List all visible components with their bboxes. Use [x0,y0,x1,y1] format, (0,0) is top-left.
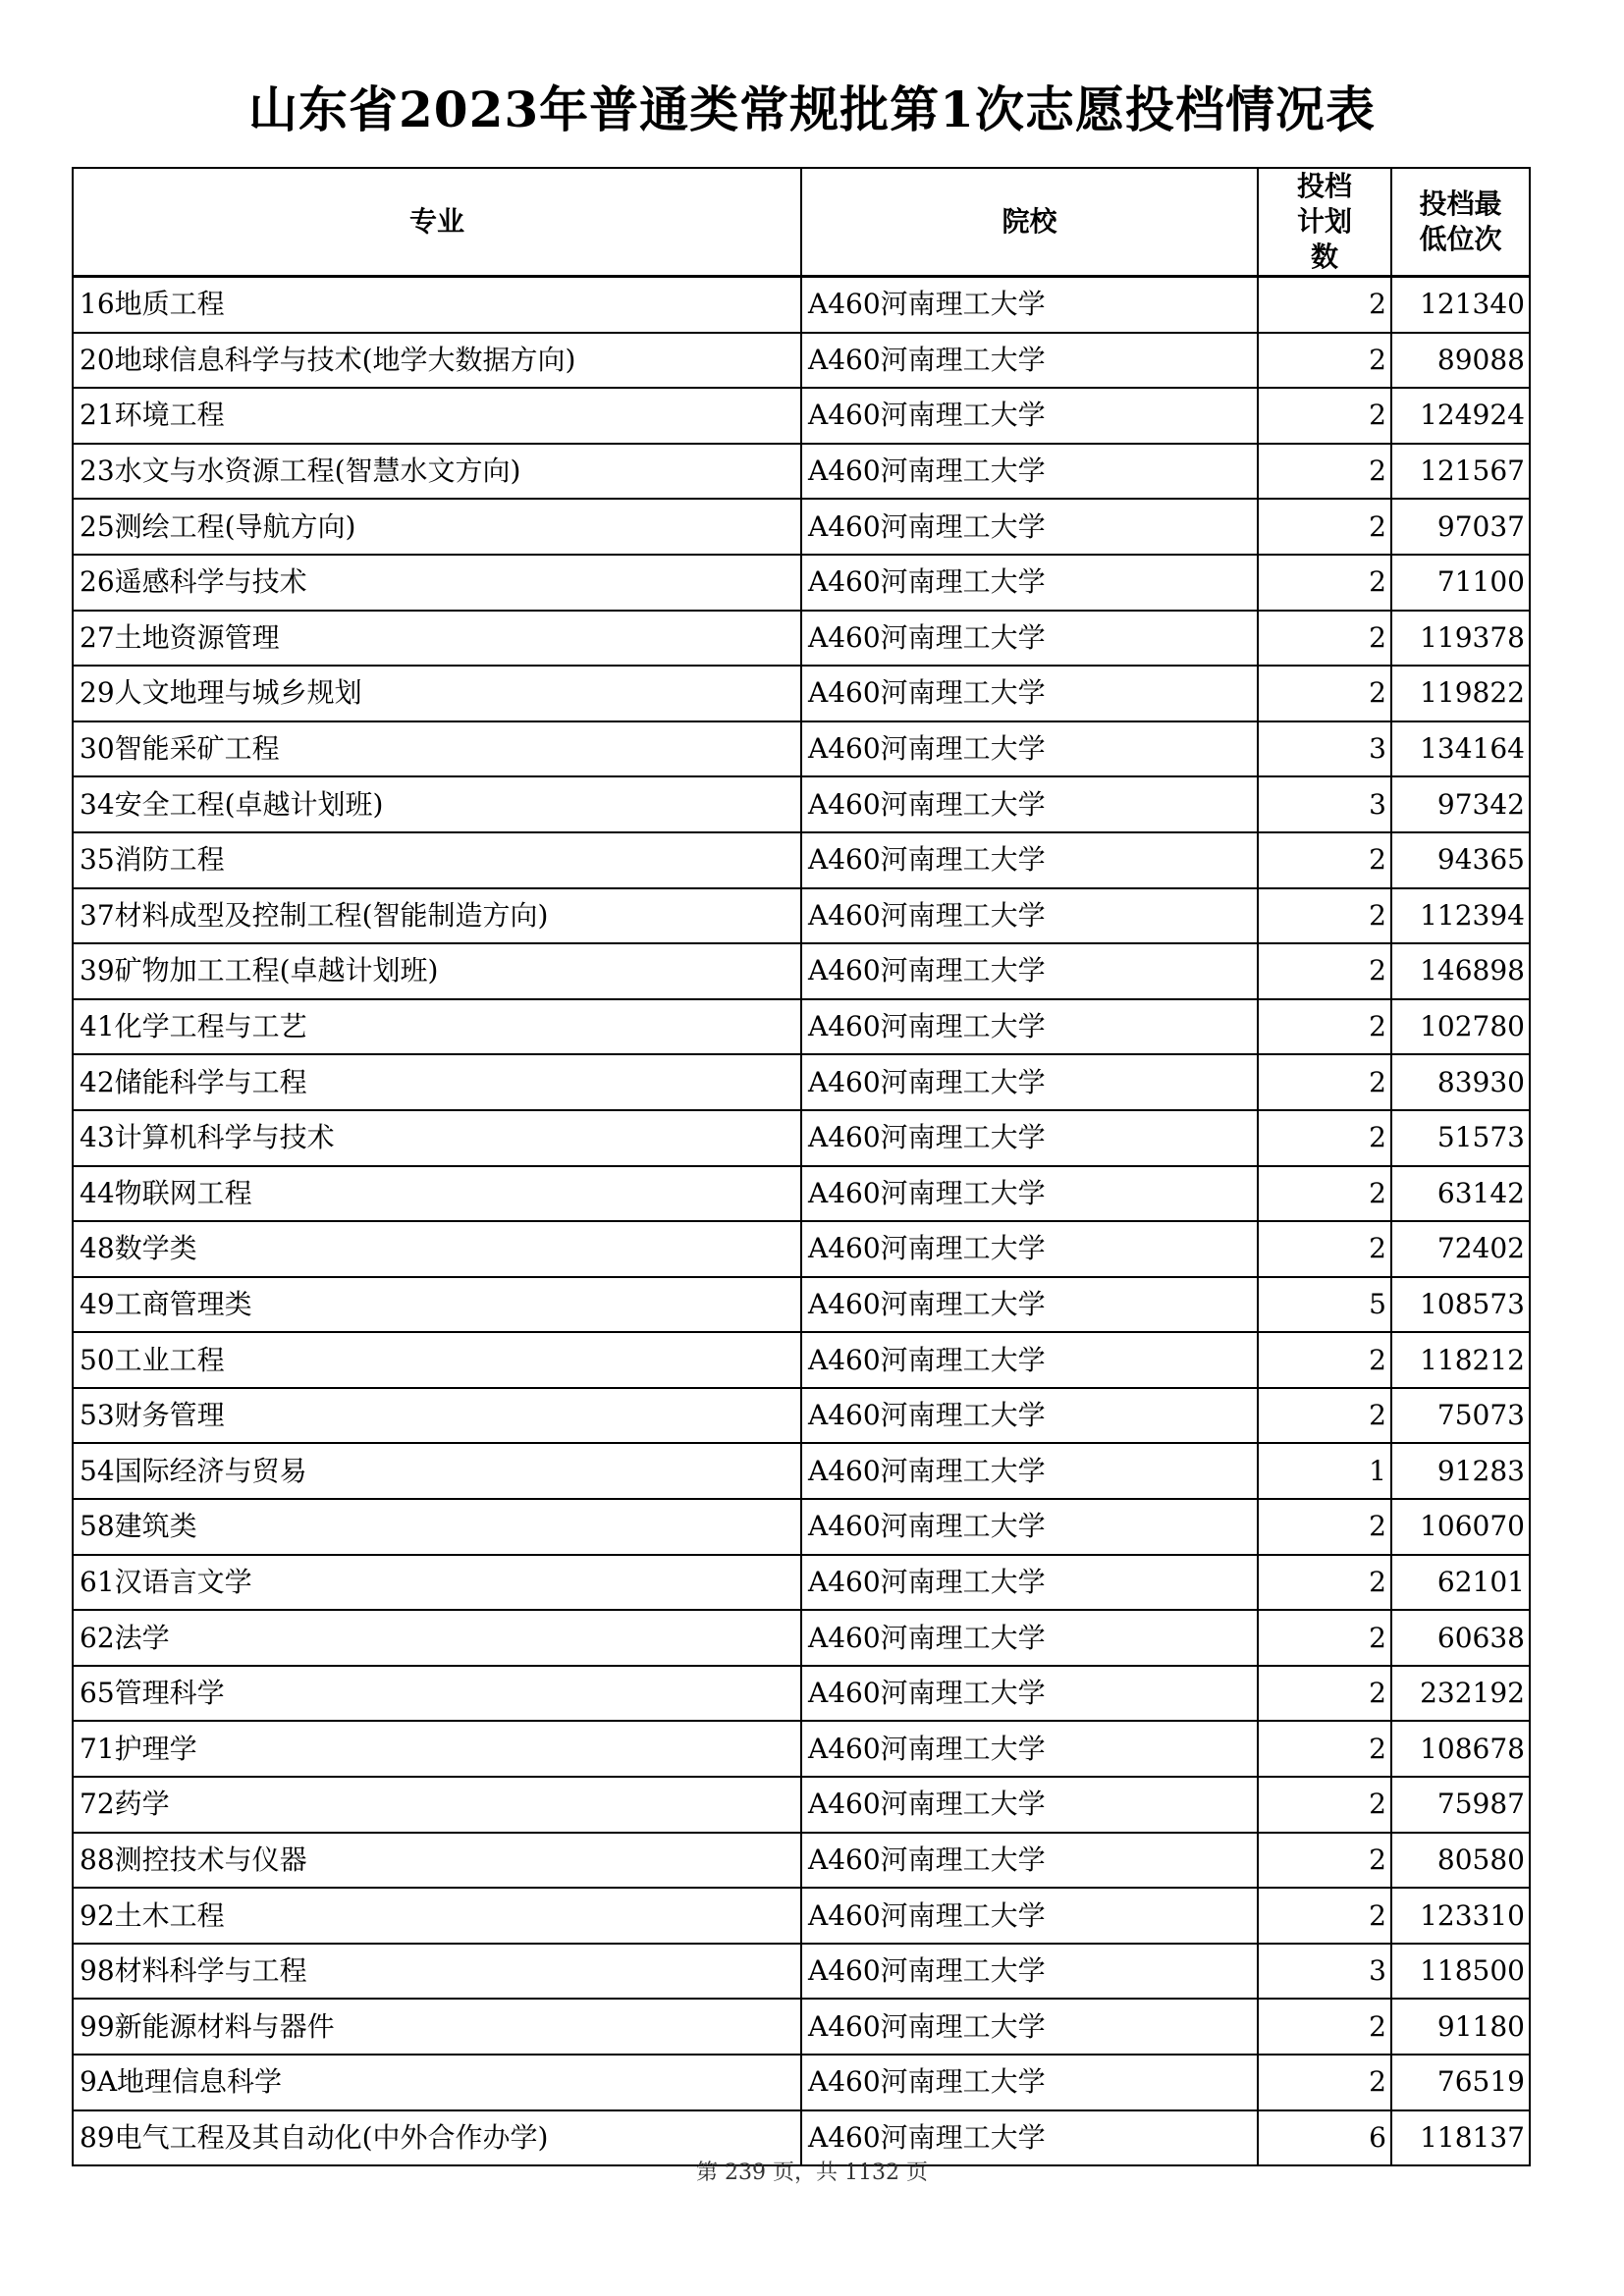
plan-cell: 2 [1258,611,1391,667]
school-cell: A460河南理工大学 [801,1999,1258,2055]
table-row [73,499,1530,555]
school-cell: A460河南理工大学 [801,1833,1258,1889]
major-cell: 53财务管理 [73,1388,801,1444]
school-cell: A460河南理工大学 [801,1610,1258,1666]
major-cell: 41化学工程与工艺 [73,999,801,1055]
rank-cell: 94365 [1391,832,1530,888]
page-number: 第 239 页，共 1132 页 [696,2161,928,2185]
table-row [73,943,1530,999]
rank-cell: 124924 [1391,388,1530,444]
major-cell: 25测绘工程(导航方向) [73,499,801,555]
rank-cell: 108678 [1391,1721,1530,1777]
table-header-row [73,168,1530,277]
school-cell: A460河南理工大学 [801,943,1258,999]
table-row [73,277,1530,333]
plan-cell: 2 [1258,1054,1391,1110]
table-row [73,388,1530,444]
school-cell: A460河南理工大学 [801,666,1258,721]
plan-cell: 2 [1258,832,1391,888]
rank-cell: 119378 [1391,611,1530,667]
table-row [73,1833,1530,1889]
major-cell: 27土地资源管理 [73,611,801,667]
rank-cell: 232192 [1391,1666,1530,1722]
school-cell: A460河南理工大学 [801,1944,1258,2000]
major-cell: 92土木工程 [73,1888,801,1944]
major-cell: 61汉语言文学 [73,1555,801,1611]
column-header-plan-label: 投档计划数 [1296,170,1352,273]
major-cell: 37材料成型及控制工程(智能制造方向) [73,888,801,944]
rank-cell: 123310 [1391,1888,1530,1944]
major-cell: 30智能采矿工程 [73,721,801,777]
column-header-major: 专业 [73,168,801,277]
major-cell: 98材料科学与工程 [73,1944,801,2000]
plan-cell: 2 [1258,943,1391,999]
major-cell: 35消防工程 [73,832,801,888]
table-row [73,1054,1530,1110]
school-cell: A460河南理工大学 [801,388,1258,444]
school-cell: A460河南理工大学 [801,1054,1258,1110]
rank-cell: 97342 [1391,776,1530,832]
column-header-plan [1258,168,1391,277]
plan-cell: 2 [1258,1666,1391,1722]
major-cell: 72药学 [73,1777,801,1833]
school-cell: A460河南理工大学 [801,333,1258,389]
plan-cell: 2 [1258,1777,1391,1833]
plan-cell: 1 [1258,1443,1391,1499]
school-cell: A460河南理工大学 [801,1277,1258,1333]
plan-cell: 3 [1258,776,1391,832]
table-row [73,776,1530,832]
column-header-rank-label: 投档最低位次 [1419,187,1502,255]
rank-cell: 118137 [1391,2110,1530,2166]
school-cell: A460河南理工大学 [801,277,1258,333]
plan-cell: 2 [1258,1555,1391,1611]
major-cell: 20地球信息科学与技术(地学大数据方向) [73,333,801,389]
admission-table [72,167,1531,2166]
school-cell: A460河南理工大学 [801,1221,1258,1277]
table-row [73,1888,1530,1944]
rank-cell: 97037 [1391,499,1530,555]
school-cell: A460河南理工大学 [801,1166,1258,1222]
rank-cell: 91180 [1391,1999,1530,2055]
plan-cell: 2 [1258,388,1391,444]
major-cell: 99新能源材料与器件 [73,1999,801,2055]
rank-cell: 62101 [1391,1555,1530,1611]
plan-cell: 2 [1258,1388,1391,1444]
rank-cell: 80580 [1391,1833,1530,1889]
school-cell: A460河南理工大学 [801,1555,1258,1611]
plan-cell: 2 [1258,1221,1391,1277]
school-cell: A460河南理工大学 [801,776,1258,832]
plan-cell: 2 [1258,1721,1391,1777]
rank-cell: 51573 [1391,1110,1530,1166]
rank-cell: 118212 [1391,1332,1530,1388]
major-cell: 50工业工程 [73,1332,801,1388]
rank-cell: 89088 [1391,333,1530,389]
major-cell: 34安全工程(卓越计划班) [73,776,801,832]
plan-cell: 2 [1258,333,1391,389]
plan-cell: 2 [1258,1833,1391,1889]
plan-cell: 3 [1258,1944,1391,2000]
plan-cell: 2 [1258,666,1391,721]
major-cell: 9A地理信息科学 [73,2055,801,2110]
school-cell: A460河南理工大学 [801,721,1258,777]
school-cell: A460河南理工大学 [801,832,1258,888]
rank-cell: 146898 [1391,943,1530,999]
major-cell: 29人文地理与城乡规划 [73,666,801,721]
table-row [73,1610,1530,1666]
plan-cell: 2 [1258,999,1391,1055]
rank-cell: 63142 [1391,1166,1530,1222]
major-cell: 48数学类 [73,1221,801,1277]
column-header-rank [1391,168,1530,277]
rank-cell: 121567 [1391,444,1530,500]
table-row [73,999,1530,1055]
major-cell: 58建筑类 [73,1499,801,1555]
major-cell: 71护理学 [73,1721,801,1777]
rank-cell: 112394 [1391,888,1530,944]
rank-cell: 75073 [1391,1388,1530,1444]
major-cell: 23水文与水资源工程(智慧水文方向) [73,444,801,500]
rank-cell: 91283 [1391,1443,1530,1499]
major-cell: 42储能科学与工程 [73,1054,801,1110]
rank-cell: 72402 [1391,1221,1530,1277]
school-cell: A460河南理工大学 [801,1388,1258,1444]
plan-cell: 2 [1258,2055,1391,2110]
table-row [73,1666,1530,1722]
school-cell: A460河南理工大学 [801,1332,1258,1388]
school-cell: A460河南理工大学 [801,555,1258,611]
plan-cell: 2 [1258,1888,1391,1944]
plan-cell: 2 [1258,888,1391,944]
school-cell: A460河南理工大学 [801,1777,1258,1833]
major-cell: 54国际经济与贸易 [73,1443,801,1499]
table-row [73,1499,1530,1555]
rank-cell: 106070 [1391,1499,1530,1555]
plan-cell: 3 [1258,721,1391,777]
plan-cell: 2 [1258,277,1391,333]
major-cell: 88测控技术与仪器 [73,1833,801,1889]
table-row [73,1944,1530,2000]
school-cell: A460河南理工大学 [801,1666,1258,1722]
page-title: 山东省2023年普通类常规批第1次志愿投档情况表 [248,80,1376,138]
major-cell: 89电气工程及其自动化(中外合作办学) [73,2110,801,2166]
rank-cell: 134164 [1391,721,1530,777]
plan-cell: 2 [1258,1610,1391,1666]
school-cell: A460河南理工大学 [801,1888,1258,1944]
table-row [73,1555,1530,1611]
school-cell: A460河南理工大学 [801,1721,1258,1777]
school-cell: A460河南理工大学 [801,2055,1258,2110]
table-row [73,611,1530,667]
major-cell: 26遥感科学与技术 [73,555,801,611]
school-cell: A460河南理工大学 [801,2110,1258,2166]
table-row [73,333,1530,389]
table-row [73,666,1530,721]
plan-cell: 2 [1258,1110,1391,1166]
rank-cell: 121340 [1391,277,1530,333]
table-row [73,444,1530,500]
major-cell: 44物联网工程 [73,1166,801,1222]
column-header-school: 院校 [801,168,1258,277]
plan-cell: 6 [1258,2110,1391,2166]
school-cell: A460河南理工大学 [801,499,1258,555]
rank-cell: 118500 [1391,1944,1530,2000]
table-row [73,1721,1530,1777]
rank-cell: 71100 [1391,555,1530,611]
plan-cell: 2 [1258,499,1391,555]
major-cell: 49工商管理类 [73,1277,801,1333]
rank-cell: 108573 [1391,1277,1530,1333]
table-row [73,1332,1530,1388]
major-cell: 65管理科学 [73,1666,801,1722]
plan-cell: 2 [1258,555,1391,611]
plan-cell: 2 [1258,1999,1391,2055]
table-row [73,1277,1530,1333]
school-cell: A460河南理工大学 [801,1499,1258,1555]
major-cell: 43计算机科学与技术 [73,1110,801,1166]
school-cell: A460河南理工大学 [801,1110,1258,1166]
rank-cell: 102780 [1391,999,1530,1055]
plan-cell: 2 [1258,444,1391,500]
table-body [73,277,1530,2166]
major-cell: 39矿物加工工程(卓越计划班) [73,943,801,999]
rank-cell: 119822 [1391,666,1530,721]
table-row [73,2055,1530,2110]
school-cell: A460河南理工大学 [801,1443,1258,1499]
plan-cell: 2 [1258,1166,1391,1222]
plan-cell: 5 [1258,1277,1391,1333]
rank-cell: 76519 [1391,2055,1530,2110]
major-cell: 21环境工程 [73,388,801,444]
table-row [73,1110,1530,1166]
table-row [73,1443,1530,1499]
school-cell: A460河南理工大学 [801,888,1258,944]
table-row [73,721,1530,777]
table-row [73,555,1530,611]
school-cell: A460河南理工大学 [801,611,1258,667]
plan-cell: 2 [1258,1332,1391,1388]
rank-cell: 60638 [1391,1610,1530,1666]
table-row [73,1221,1530,1277]
table-row [73,1999,1530,2055]
table-row [73,1166,1530,1222]
table-row [73,888,1530,944]
rank-cell: 83930 [1391,1054,1530,1110]
school-cell: A460河南理工大学 [801,444,1258,500]
plan-cell: 2 [1258,1499,1391,1555]
table-row [73,1388,1530,1444]
major-cell: 16地质工程 [73,277,801,333]
table-row [73,1777,1530,1833]
table-row [73,832,1530,888]
rank-cell: 75987 [1391,1777,1530,1833]
school-cell: A460河南理工大学 [801,999,1258,1055]
major-cell: 62法学 [73,1610,801,1666]
